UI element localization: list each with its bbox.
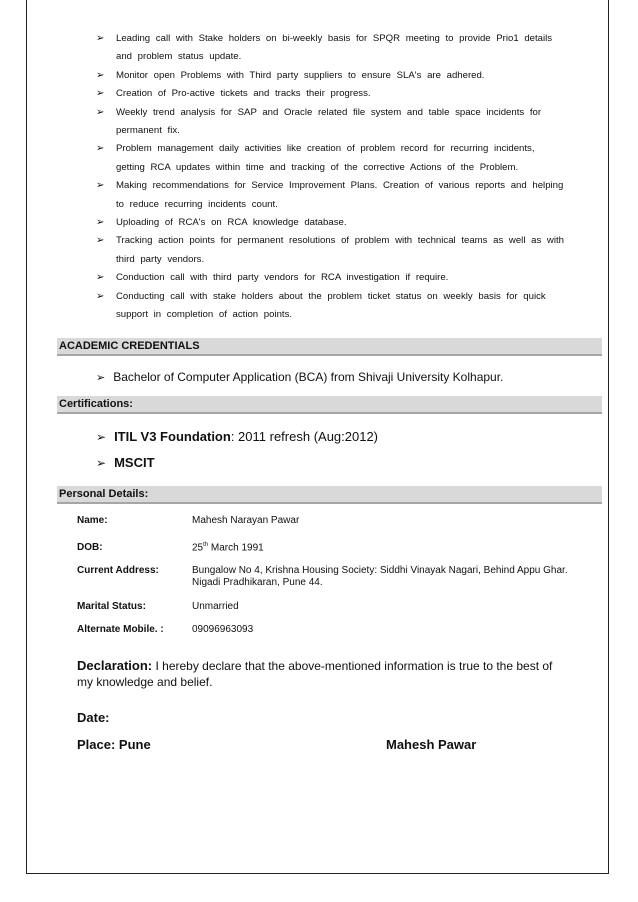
certification-item: ➢ ITIL V3 Foundation: 2011 refresh (Aug:2012) xyxy=(96,429,379,444)
dob-label: DOB: xyxy=(77,542,103,553)
certification-item: ➢ MSCIT xyxy=(96,455,155,470)
list-item: ➢ Tracking action points for permanent resolutions of problem with technical teams as well as with third party vendors. xyxy=(96,232,566,269)
list-item: ➢ Problem management daily activities like creation of problem record for recurring incidents, getting RCA updates within time and tracking of the corrective Actions of the Problem. xyxy=(96,140,566,177)
table-row xyxy=(77,601,577,624)
arrow-bullet-icon: ➢ xyxy=(96,106,105,118)
personal-details-table xyxy=(77,515,577,644)
academic-item: ➢ Bachelor of Computer Application (BCA) from Shivaji University Kolhapur. xyxy=(96,370,504,384)
arrow-bullet-icon: ➢ xyxy=(96,143,105,155)
signature-name: Mahesh Pawar xyxy=(386,737,477,752)
declaration-label: Declaration: xyxy=(77,658,153,673)
arrow-bullet-icon: ➢ xyxy=(96,456,107,470)
table-row xyxy=(77,565,577,601)
date-label: Date: xyxy=(77,710,110,725)
marital-status-label: Marital Status: xyxy=(77,601,146,612)
address-label: Current Address: xyxy=(77,565,159,576)
list-item: ➢ Conduction call with third party vendors for RCA investigation if require. xyxy=(96,269,566,287)
list-item: ➢ Monitor open Problems with Third party suppliers to ensure SLA's are adhered. xyxy=(96,67,566,85)
dob-value: 25th March 1991 xyxy=(192,542,264,554)
arrow-bullet-icon: ➢ xyxy=(96,272,105,284)
list-item: ➢ Weekly trend analysis for SAP and Oracle related file system and table space incidents for permanent fix. xyxy=(96,104,566,141)
arrow-bullet-icon: ➢ xyxy=(96,88,105,100)
mobile-value: 09096963093 xyxy=(192,624,254,635)
list-item: ➢ Creation of Pro-active tickets and tracks their progress. xyxy=(96,85,566,103)
arrow-bullet-icon: ➢ xyxy=(96,290,105,302)
list-item: ➢ Making recommendations for Service Improvement Plans. Creation of various reports and helping to reduce recurring incidents count. xyxy=(96,177,566,214)
academic-heading: ACADEMIC CREDENTIALS xyxy=(57,338,602,356)
mobile-label: Alternate Mobile. : xyxy=(77,624,164,635)
marital-status-value: Unmarried xyxy=(192,601,239,612)
arrow-bullet-icon: ➢ xyxy=(96,69,105,81)
personal-details-heading: Personal Details: xyxy=(57,486,602,504)
arrow-bullet-icon: ➢ xyxy=(96,235,105,247)
table-row xyxy=(77,515,577,542)
arrow-bullet-icon: ➢ xyxy=(96,372,106,384)
table-row xyxy=(77,624,577,644)
arrow-bullet-icon: ➢ xyxy=(96,430,107,444)
responsibilities-list xyxy=(96,30,566,325)
name-value: Mahesh Narayan Pawar xyxy=(192,515,300,526)
list-item: ➢ Uploading of RCA's on RCA knowledge database. xyxy=(96,214,566,232)
table-row xyxy=(77,542,577,565)
declaration xyxy=(77,658,557,690)
list-item: ➢ Leading call with Stake holders on bi-weekly basis for SPQR meeting to provide Prio1 details and problem status update. xyxy=(96,30,566,67)
address-value: Bungalow No 4, Krishna Housing Society: Siddhi Vinayak Nagari, Behind Appu Ghar. Nigadi Pradhikaran, Pune 44. xyxy=(192,565,568,588)
name-label: Name: xyxy=(77,515,108,526)
arrow-bullet-icon: ➢ xyxy=(96,180,105,192)
arrow-bullet-icon: ➢ xyxy=(96,33,105,44)
certifications-heading: Certifications: xyxy=(57,396,602,414)
arrow-bullet-icon: ➢ xyxy=(96,217,105,229)
declaration-text: I hereby declare that the above-mentioned information is true to the best of my knowledge and belief. xyxy=(77,659,553,689)
list-item: ➢ Conducting call with stake holders about the problem ticket status on weekly basis for quick support in completion of action points. xyxy=(96,288,566,325)
place-label: Place: Pune xyxy=(77,737,151,752)
